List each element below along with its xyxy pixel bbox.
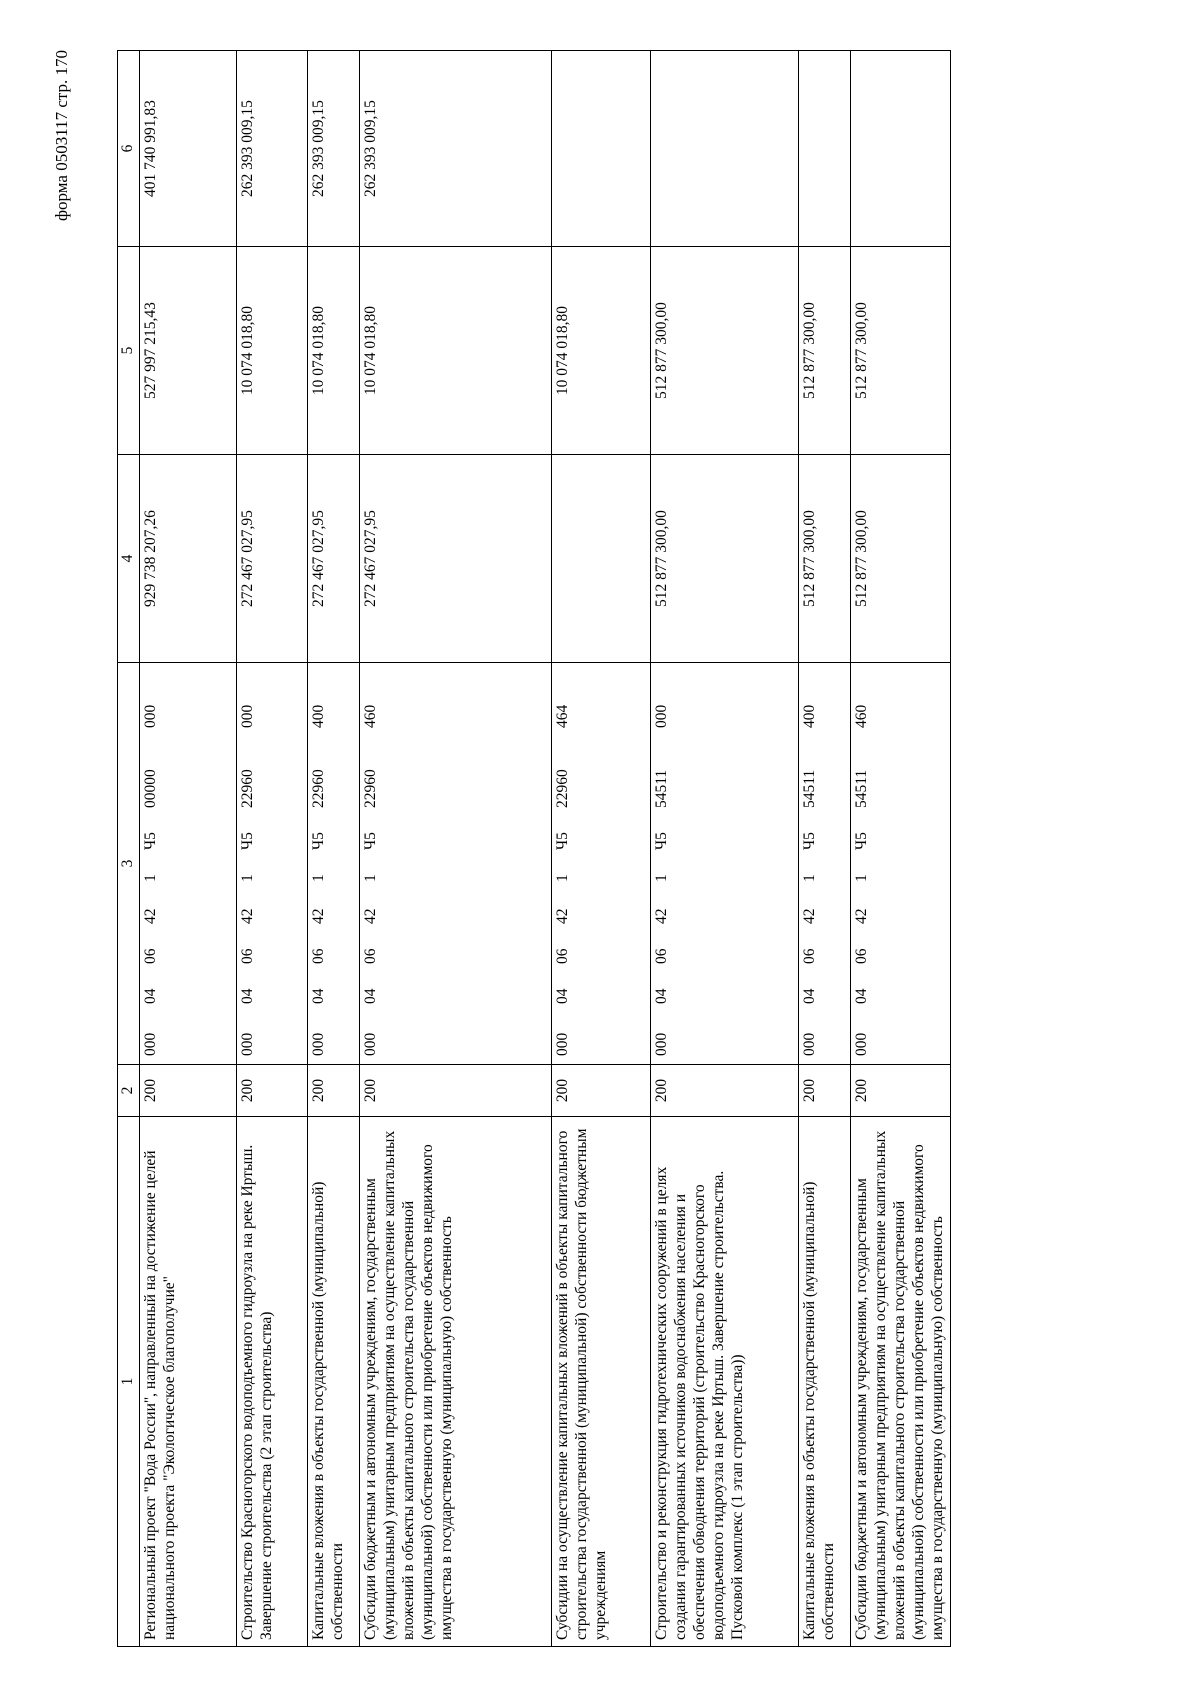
code-segment: 000 <box>142 1032 159 1056</box>
row-approved: 512 877 300,00 <box>851 455 951 663</box>
table-row <box>308 51 360 1647</box>
row-budget-code <box>360 663 552 1065</box>
row-name: Региональный проект "Вода России", направленный на достижение целей национального проекта "Экологическое благополучие" <box>140 1117 237 1647</box>
code-segment: Ч5 <box>853 832 870 850</box>
code-segment: 1 <box>239 874 256 882</box>
code-segment: 42 <box>310 908 327 924</box>
table-body <box>140 51 951 1647</box>
row-unexecuted <box>851 51 951 247</box>
code-segment: 22960 <box>239 769 256 808</box>
row-executed: 512 877 300,00 <box>799 247 851 455</box>
code-segment: 42 <box>653 908 670 924</box>
code-segment: 04 <box>653 988 670 1004</box>
row-budget-code <box>651 663 799 1065</box>
row-budget-code <box>799 663 851 1065</box>
code-segment: Ч5 <box>239 832 256 850</box>
code-segment: 04 <box>239 988 256 1004</box>
row-name: Субсидии бюджетным и автономным учреждениям, государственным (муниципальным) унитарным предприятиям на осуществление капитальных вложений в объекты капитального строительства государственной (муниципальной) собственности или приобретение объектов недвижимого имущества в государственную (муниципальную) собственность <box>360 1117 552 1647</box>
row-name: Капитальные вложения в объекты государственной (муниципальной) собственности <box>799 1117 851 1647</box>
row-name: Субсидии бюджетным и автономным учреждениям, государственным (муниципальным) унитарным предприятиям на осуществление капитальных вложений в объекты капитального строительства государственной (муниципальной) собственности или приобретение объектов недвижимого имущества в государственную (муниципальную) собственность <box>851 1117 951 1647</box>
row-approved: 272 467 027,95 <box>237 455 308 663</box>
code-segment: Ч5 <box>310 832 327 850</box>
code-segment: 22960 <box>310 769 327 808</box>
code-segment: 1 <box>554 874 571 882</box>
code-segment: 1 <box>853 874 870 882</box>
row-line-code: 200 <box>552 1065 651 1117</box>
code-segment: 42 <box>853 908 870 924</box>
code-segment: 000 <box>853 1032 870 1056</box>
code-segment: 000 <box>653 704 670 728</box>
budget-code-segments <box>310 663 329 1064</box>
table-row <box>651 51 799 1647</box>
code-segment: 54511 <box>653 769 670 808</box>
row-executed: 10 074 018,80 <box>552 247 651 455</box>
code-segment: 54511 <box>853 769 870 808</box>
row-executed: 527 997 215,43 <box>140 247 237 455</box>
code-segment: 464 <box>554 704 571 728</box>
code-segment: 04 <box>362 988 379 1004</box>
code-segment: 04 <box>310 988 327 1004</box>
code-segment: 06 <box>310 948 327 964</box>
row-approved: 512 877 300,00 <box>651 455 799 663</box>
budget-code-segments <box>554 663 573 1064</box>
row-executed: 10 074 018,80 <box>237 247 308 455</box>
code-segment: 54511 <box>801 769 818 808</box>
code-segment: 460 <box>853 704 870 728</box>
row-approved: 512 877 300,00 <box>799 455 851 663</box>
code-segment: 000 <box>653 1032 670 1056</box>
row-line-code: 200 <box>140 1065 237 1117</box>
table-row <box>140 51 237 1647</box>
row-name: Капитальные вложения в объекты государственной (муниципальной) собственности <box>308 1117 360 1647</box>
budget-code-segments <box>362 663 381 1064</box>
row-budget-code <box>552 663 651 1065</box>
row-approved: 272 467 027,95 <box>360 455 552 663</box>
header-row <box>118 51 140 1647</box>
code-segment: 42 <box>554 908 571 924</box>
code-segment: Ч5 <box>554 832 571 850</box>
row-name: Субсидии на осуществление капитальных вложений в объекты капитального строительства государственной (муниципальной) собственности бюджетным учреждениям <box>552 1117 651 1647</box>
row-unexecuted: 262 393 009,15 <box>308 51 360 247</box>
code-segment: 22960 <box>554 769 571 808</box>
code-segment: 000 <box>142 704 159 728</box>
row-line-code: 200 <box>360 1065 552 1117</box>
header-col-2: 2 <box>118 1065 140 1117</box>
row-budget-code <box>851 663 951 1065</box>
table-row <box>552 51 651 1647</box>
row-name: Строительство Красногорского водоподъемного гидроузла на реке Иртыш. Завершение строительства (2 этап строительства) <box>237 1117 308 1647</box>
row-name: Строительство и реконструкция гидротехнических сооружений в целях создания гарантированных источников водоснабжения населения и обеспечения обводнения территорий (строительство Красногорского водоподъемного гидроузла на реке Иртыш. Завершение строительства. Пусковой комплекс (1 этап строительства)) <box>651 1117 799 1647</box>
header-col-4: 4 <box>118 455 140 663</box>
code-segment: 06 <box>554 948 571 964</box>
code-segment: 1 <box>310 874 327 882</box>
row-unexecuted <box>799 51 851 247</box>
code-segment: 000 <box>554 1032 571 1056</box>
code-segment: 400 <box>801 704 818 728</box>
code-segment: 42 <box>801 908 818 924</box>
code-segment: 42 <box>239 908 256 924</box>
table-row <box>360 51 552 1647</box>
row-executed: 512 877 300,00 <box>651 247 799 455</box>
row-approved: 272 467 027,95 <box>308 455 360 663</box>
budget-code-segments <box>239 663 258 1064</box>
row-budget-code <box>237 663 308 1065</box>
code-segment: 000 <box>801 1032 818 1056</box>
code-segment: 000 <box>239 704 256 728</box>
table-row <box>851 51 951 1647</box>
code-segment: 22960 <box>362 769 379 808</box>
header-col-3: 3 <box>118 663 140 1065</box>
code-segment: 06 <box>142 948 159 964</box>
code-segment: 04 <box>554 988 571 1004</box>
code-segment: 06 <box>239 948 256 964</box>
row-line-code: 200 <box>308 1065 360 1117</box>
row-unexecuted: 401 740 991,83 <box>140 51 237 247</box>
code-segment: Ч5 <box>142 832 159 850</box>
header-col-5: 5 <box>118 247 140 455</box>
row-executed: 512 877 300,00 <box>851 247 951 455</box>
row-executed: 10 074 018,80 <box>308 247 360 455</box>
row-unexecuted: 262 393 009,15 <box>360 51 552 247</box>
header-col-1: 1 <box>118 1117 140 1647</box>
budget-code-segments <box>142 663 161 1064</box>
table-header <box>118 51 140 1647</box>
row-unexecuted <box>651 51 799 247</box>
code-segment: Ч5 <box>801 832 818 850</box>
table-row <box>237 51 308 1647</box>
budget-table <box>117 50 951 1647</box>
code-segment: Ч5 <box>653 832 670 850</box>
table-row <box>799 51 851 1647</box>
row-approved <box>552 455 651 663</box>
code-segment: 1 <box>142 874 159 882</box>
row-budget-code <box>308 663 360 1065</box>
code-segment: 04 <box>142 988 159 1004</box>
code-segment: 06 <box>801 948 818 964</box>
budget-code-segments <box>801 663 820 1064</box>
code-segment: 04 <box>853 988 870 1004</box>
budget-code-segments <box>653 663 672 1064</box>
row-executed: 10 074 018,80 <box>360 247 552 455</box>
code-segment: 000 <box>310 1032 327 1056</box>
row-unexecuted <box>552 51 651 247</box>
code-segment: 00000 <box>142 769 159 808</box>
row-line-code: 200 <box>237 1065 308 1117</box>
row-unexecuted: 262 393 009,15 <box>237 51 308 247</box>
form-reference: форма 0503117 стр. 170 <box>52 50 71 221</box>
code-segment: 42 <box>362 908 379 924</box>
code-segment: 42 <box>142 908 159 924</box>
row-line-code: 200 <box>651 1065 799 1117</box>
budget-code-segments <box>853 663 872 1064</box>
code-segment: 04 <box>801 988 818 1004</box>
row-line-code: 200 <box>799 1065 851 1117</box>
row-budget-code <box>140 663 237 1065</box>
code-segment: 06 <box>362 948 379 964</box>
code-segment: 1 <box>801 874 818 882</box>
header-col-6: 6 <box>118 51 140 247</box>
code-segment: 1 <box>653 874 670 882</box>
row-approved: 929 738 207,26 <box>140 455 237 663</box>
row-line-code: 200 <box>851 1065 951 1117</box>
code-segment: 000 <box>362 1032 379 1056</box>
code-segment: 1 <box>362 874 379 882</box>
code-segment: 06 <box>653 948 670 964</box>
code-segment: 400 <box>310 704 327 728</box>
code-segment: 000 <box>239 1032 256 1056</box>
code-segment: 06 <box>853 948 870 964</box>
code-segment: Ч5 <box>362 832 379 850</box>
code-segment: 460 <box>362 704 379 728</box>
